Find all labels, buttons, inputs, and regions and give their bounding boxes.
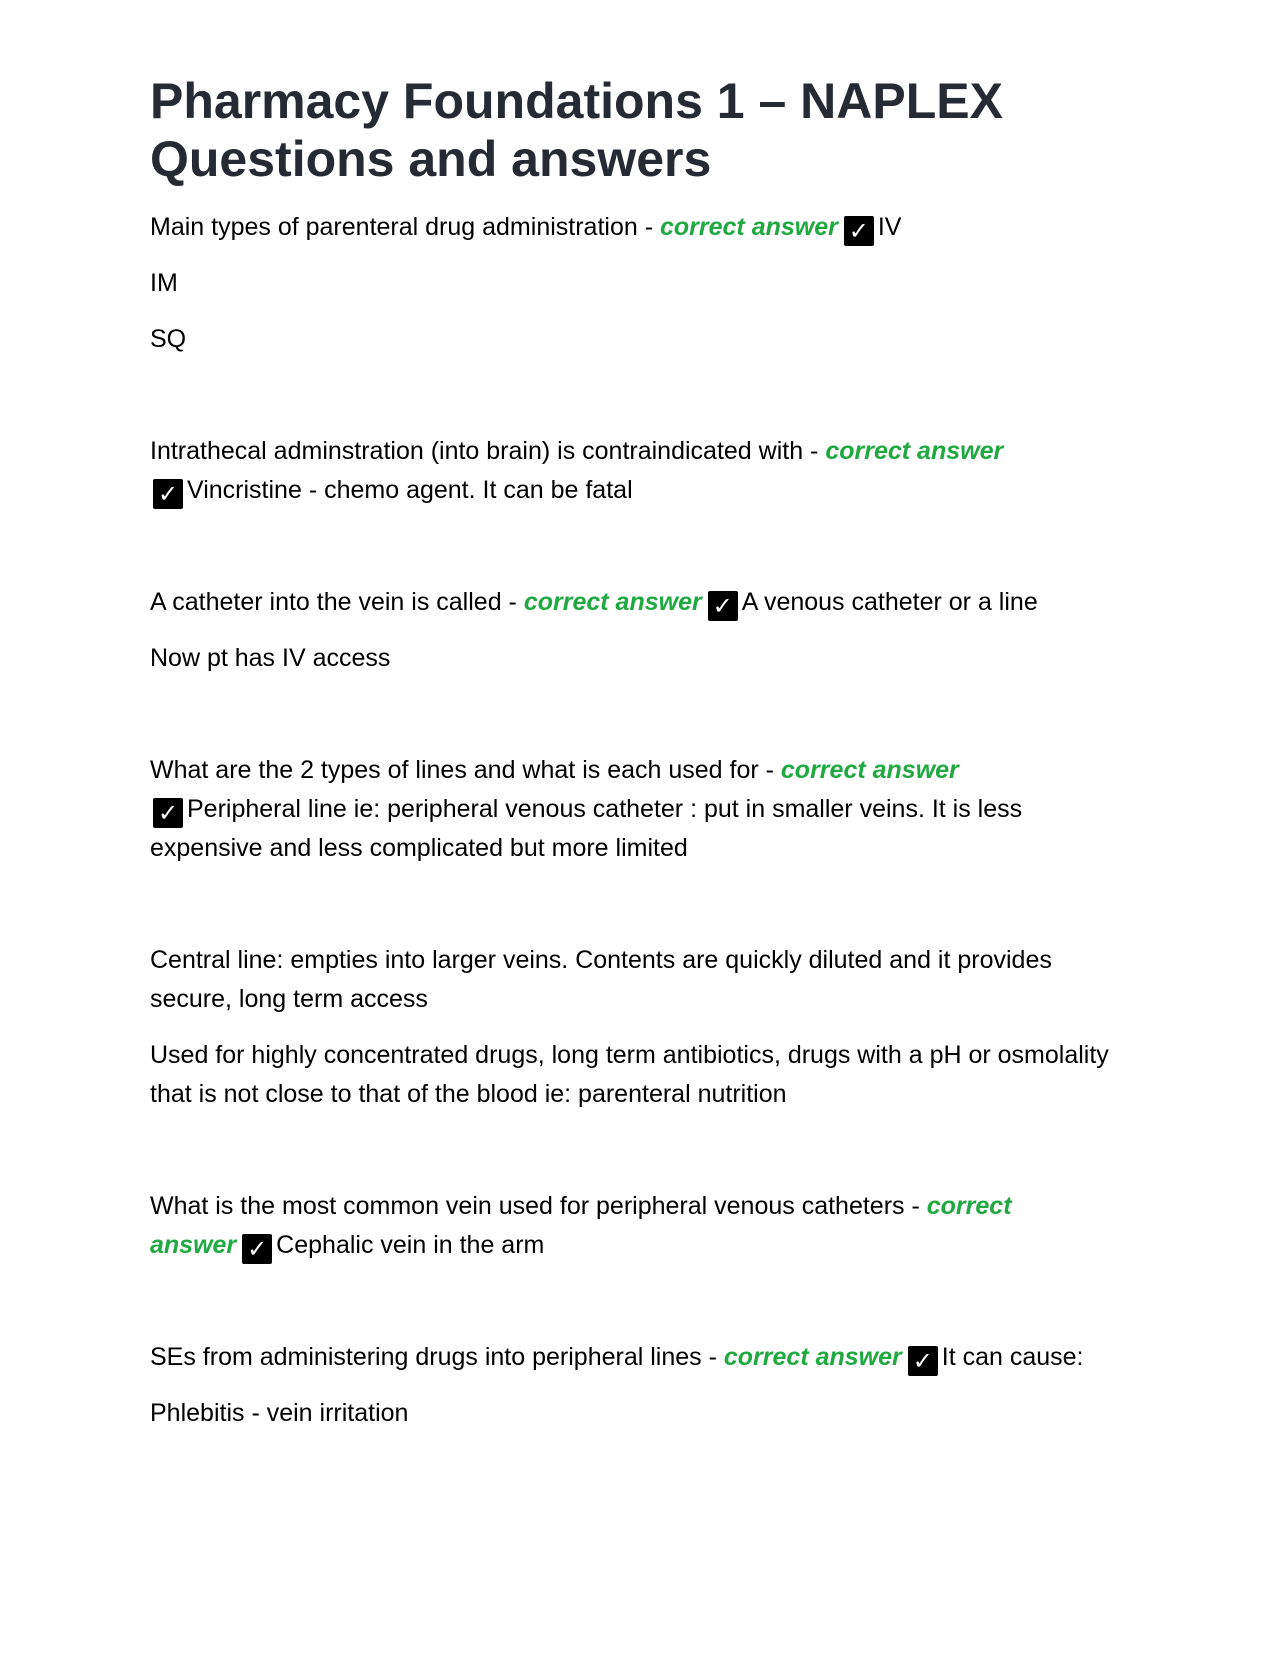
checkmark-icon: ✓ (844, 216, 874, 246)
checkmark-icon: ✓ (708, 591, 738, 621)
answer-line: Phlebitis - vein irritation (150, 1399, 409, 1427)
question-text: What are the 2 types of lines and what is each used for - (150, 756, 781, 784)
answer-text: Peripheral line ie: peripheral venous catheter : put in smaller veins. It is less expensive and less complicated but more limited (150, 795, 1023, 862)
spacer (150, 1131, 1140, 1187)
document-page (150, 72, 1140, 1450)
question-text: A catheter into the vein is called - (150, 588, 524, 616)
checkmark-icon: ✓ (908, 1346, 938, 1376)
answer-line: Used for highly concentrated drugs, long term antibiotics, drugs with a pH or osmolality that is not close to that of the blood ie: parenteral nutrition (150, 1041, 1109, 1108)
question-2 (150, 432, 1140, 510)
question-text: What is the most common vein used for peripheral venous catheters - (150, 1192, 927, 1220)
correct-answer-label: answer (150, 1231, 237, 1259)
correct-answer-label: correct answer (659, 213, 838, 241)
question-text: Main types of parenteral drug administration - (150, 213, 660, 241)
answer-text: Vincristine - chemo agent. It can be fatal (187, 476, 633, 504)
question-6 (150, 1338, 1140, 1377)
spacer (150, 885, 1140, 941)
spacer (150, 527, 1140, 583)
document-title: Pharmacy Foundations 1 – NAPLEX Questions and answers (150, 73, 1003, 187)
answer-line: IM (150, 269, 178, 297)
correct-answer-label: correct answer (723, 1343, 902, 1371)
checkmark-icon: ✓ (153, 798, 183, 828)
correct-answer-label: correct answer (523, 588, 702, 616)
correct-answer-label: correct answer (780, 756, 959, 784)
answer-line: Central line: empties into larger veins. Contents are quickly diluted and it provides secure, long term access (150, 946, 1052, 1013)
spacer (150, 1282, 1140, 1338)
answer-line: SQ (150, 325, 187, 353)
question-3 (150, 583, 1140, 622)
checkmark-icon: ✓ (242, 1234, 272, 1264)
answer-text: A venous catheter or a line (741, 588, 1038, 616)
answer-text: Cephalic vein in the arm (276, 1231, 545, 1259)
spacer (150, 695, 1140, 751)
correct-answer-label: correct (926, 1192, 1012, 1220)
answer-text: IV (877, 213, 902, 241)
checkmark-icon: ✓ (153, 479, 183, 509)
question-1 (150, 208, 1140, 247)
question-5 (150, 1187, 1140, 1265)
question-text: Intrathecal adminstration (into brain) is contraindicated with - (150, 437, 826, 465)
answer-text: It can cause: (941, 1343, 1084, 1371)
answer-line: Now pt has IV access (150, 644, 391, 672)
question-text: SEs from administering drugs into peripheral lines - (150, 1343, 724, 1371)
correct-answer-label: correct answer (825, 437, 1004, 465)
spacer (150, 376, 1140, 432)
question-4 (150, 751, 1140, 868)
